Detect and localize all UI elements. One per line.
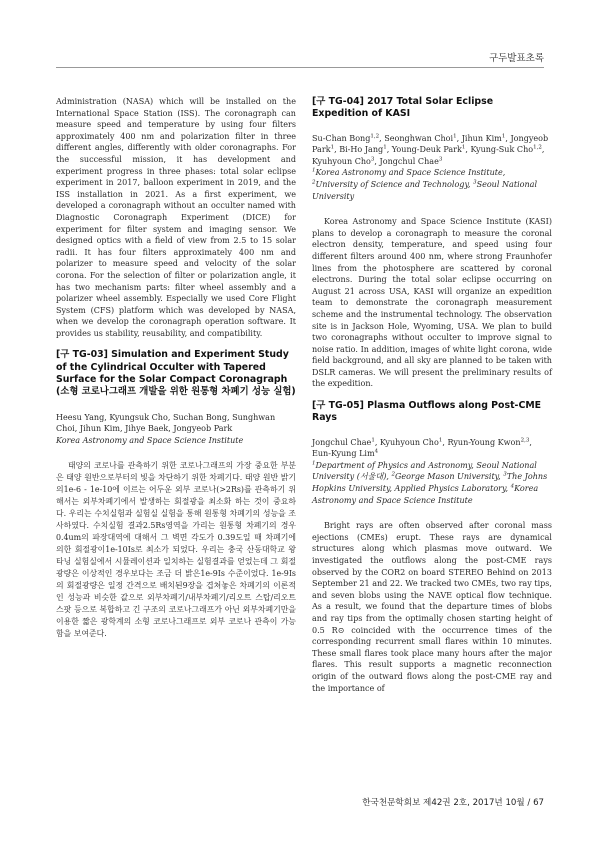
tg03-affiliation: Korea Astronomy and Space Science Institute (56, 435, 244, 445)
tg04-title: [구 TG-04] 2017 Total Solar Eclipse Expedition of KASI (312, 96, 494, 120)
left-column (56, 96, 296, 640)
continued-abstract: Administration (NASA) which will be installed on the International Space Station (ISS). The coronagraph can measure speed and temperature by using four filters approximately 400 nm and polarization filter in three different angles, differently with older coronagraphs. For the successful mission, it has development and experiment progress in three phases: total solar eclipse experiment in 2017, balloon experiment in 2019, and the ISS installation in 2021. As a first experiment, we developed a coronagraph without an occulter named with Diagnostic Coronagraph Experiment (DICE) for experiment for filter system and imaging sensor. We designed optics with a field of view from 2.5 to 15 solar radii. It has four filters approximately 400 nm and polarizer to measure speed and velocity of the solar corona. For the selection of filter or polarization angle, it has two mechanism parts: filter wheel assembly and a polarizer wheel assembly. Especially we used Core Flight System (CFS) platform which was developed by NASA, when we develop the coronagraph operation software. It provides us stability, reusability, and compatibility. (56, 97, 296, 338)
tg03-title: [구 TG-03] Simulation and Experiment Study of the Cylindrical Occulter with Tapered Surface for the Solar Compact Coronagraph (소형 코로나그래프 개발을 위한 원통형 차폐기 성능 실험) (56, 349, 296, 398)
tg05-authors: Jongchul Chae$^1$, Kyuhyoun Cho$^1$, Ryun-Young Kwon$^{2,3}$, Eun-Kyung Lim$^4$ (312, 436, 532, 459)
tg04-authors: Su-Chan Bong$^{1,2}$, Seonghwan Choi$^1$, Jihun Kim$^1$, Jongyeob Park$^1$, Bi-Ho Jang$^1$, Young-Deuk Park$^1$, Kyung-Suk Cho$^{1,2}$, Kyuhyoun Cho$^3$, Jongchul Chae$^3$ (312, 132, 549, 166)
page-header (0, 0, 600, 74)
header-rule (56, 67, 544, 68)
page-footer: 한국천문학회보 제42권 2호, 2017년 10월 / 67 (362, 798, 544, 808)
tg04-affiliation: $^1$Korea Astronomy and Space Science Institute, $^2$University of Science and Technology, $^3$Seoul National University (312, 167, 538, 201)
tg04-abstract: Korea Astronomy and Space Science Institute (KASI) plans to develop a coronagraph to measure the coronal electron density, temperature, and speed using four different filters around 400 nm, where strong Fraunhofer lines from the photosphere are scattered by coronal electrons. During the total solar eclipse occurring on August 21 across USA, KASI will organize an expedition team to demonstrate the coronagraph measurement scheme and the instrumental technology. The observation site is in Jackson Hole, Wyoming, USA. We plan to build two coronagraphs without occulter to improve signal to noise ratio. In addition, images of white light corona, wide field background, and all sky are planned to be taken with DSLR cameras. We will present the preliminary results of the expedition. (312, 217, 552, 389)
tg05-abstract: Bright rays are often observed after coronal mass ejections (CMEs) erupt. These rays are dynamical structures along which plasmas move outward. We investigated the outflows along the post-CME rays observed by the COR2 on board STEREO Behind on 2013 September 21 and 22. We tracked two CMEs, two ray tips, and seven blobs using the NAVE optical flow technique. As a result, we found that the departure times of blobs and ray tips from the optimally chosen starting height of 0.5 R⊙ coincided with the occurrence times of the corresponding recurrent small flares within 10 minutes. These small flares took place many hours after the major flares. This result supports a magnetic reconnection origin of the outward flows along the post-CME ray and the importance of (312, 521, 552, 693)
section-label: 구두발표초록 (488, 53, 544, 64)
right-column (312, 96, 552, 694)
tg05-title: [구 TG-05] Plasma Outflows along Post-CME Rays (312, 400, 542, 424)
tg05-affiliation: $^1$Department of Physics and Astronomy, Seoul National University (서울대), $^2$George Mason University, $^3$The Johns Hopkins University, Applied Physics Laboratory, $^4$Korea Astronomy and Space Science Institute (312, 460, 548, 505)
tg03-authors: Heesu Yang, Kyungsuk Cho, Suchan Bong, Sunghwan Choi, Jihun Kim, Jihye Baek, Jongyeob Park (56, 412, 276, 434)
tg03-abstract: 태양의 코로나를 관측하기 위한 코로나그래프의 가장 중요한 부분은 태양 원반으로부터의 빛을 차단하기 위한 차폐기다. 태양 원반 밝기의1e-6 - 1e-10에 이르는 어두운 외부 코로나(>2Rs)를 관측하기 위해서는 외부차폐기에서 발생하는 회절광을 최소화 하는 것이 중요하다. 우리는 수치실험과 실험실 실험을 통해 원통형 차폐기의 성능을 조사하였다. 수치실험 결과2.5Rs영역을 가리는 원통형 차폐기의 경우0.4um의 파장대역에 대해서 그 벽면 각도가 0.39도일 때 차폐기에 의한 회절광이1e-10Is로 최소가 되었다. 우리는 충국 산동대학교 왕타닝 실험실에서 시뮬레이션과 일치하는 실험결과를 얻었는데 그 회절광량은 이상적인 경우보다는 조금 더 밝은1e-9Is 수준이었다. 1e-9Is의 회절광량은 일정 간격으로 배치된9장을 겹쳐놓은 차폐기의 이론적인 성능과 비슷한 값으로 외부차폐기/내부차폐기/리오트 스탑/리오트 스팟 등으로 복합하고 긴 구조의 코로나그래프가 아닌 외부차폐기만을 이용한 짧은 광학계의 소형 코로나그래프로 외부 코로나 관측이 가능함을 보여준다. (56, 461, 296, 639)
